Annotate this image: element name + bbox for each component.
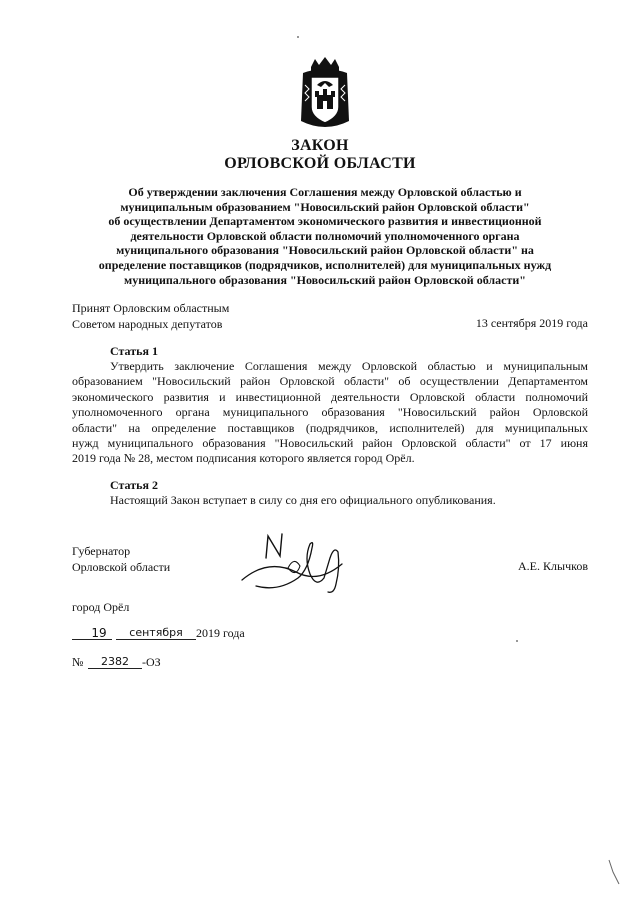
article-1-line: экономического развития и инвестиционной деятельности Орловской области полномочий	[72, 389, 588, 404]
scan-corner-mark	[605, 858, 625, 888]
subtitle-line: Об утверждении заключения Соглашения между Орловской областью и	[128, 185, 522, 199]
scan-speck	[516, 640, 518, 642]
adoption-line: Советом народных депутатов	[72, 317, 223, 331]
signatory-title	[72, 543, 170, 575]
orel-region-coat-of-arms-icon	[297, 55, 353, 131]
subtitle-line: об осуществлении Департаментом экономического развития и инвестиционной	[108, 214, 542, 229]
adoption-date: 13 сентября 2019 года	[475, 316, 588, 330]
signing-city: город Орёл	[72, 600, 130, 614]
signing-date	[72, 626, 292, 642]
subtitle-line: определение поставщиков (подрядчиков, исполнителей) для муниципальных нужд	[98, 257, 552, 272]
scan-speck	[297, 36, 299, 38]
article-1-text	[72, 359, 588, 467]
adoption-line: Принят Орловским областным	[72, 301, 230, 315]
signatory-title-line: Губернатор	[72, 544, 131, 558]
article-1-heading: Статья 1	[110, 344, 158, 358]
signing-year: 2019 года	[196, 626, 245, 640]
article-1-line: 2019 года № 28, местом подписания которого является город Орёл.	[72, 451, 415, 466]
law-number-value: 2382	[101, 655, 129, 668]
article-1-line: образованием "Новосильский район Орловской области" об осуществлении Департаментом	[72, 374, 588, 389]
article-2-heading: Статья 2	[110, 478, 158, 492]
region-title: ОРЛОВСКОЙ ОБЛАСТИ	[224, 155, 416, 172]
law-number	[72, 655, 272, 671]
article-1-line: Утвердить заключение Соглашения между Орловской областью и муниципальным	[110, 359, 588, 373]
article-1-line: нужд муниципального образования "Новосильский район Орловской области" от 17 июня	[72, 436, 588, 451]
article-2-text: Настоящий Закон вступает в силу со дня его официального опубликования.	[110, 493, 496, 507]
signatory-name: А.Е. Клычков	[518, 559, 588, 573]
document-type-title: ЗАКОН	[291, 137, 349, 154]
day-underline	[72, 639, 112, 640]
subtitle-line: муниципального образования "Новосильский район Орловской области"	[124, 272, 526, 287]
number-sign: №	[72, 655, 84, 669]
subtitle-line: муниципального образования "Новосильский район Орловской области" на	[116, 243, 534, 258]
subtitle-line: муниципальным образованием "Новосильский район Орловской области"	[120, 199, 530, 214]
adoption-body	[72, 300, 229, 332]
signatory-title-line: Орловской области	[72, 560, 171, 574]
month-underline	[116, 639, 196, 640]
signing-month: сентября	[129, 626, 183, 639]
article-1-line: уполномоченного органа муниципального образования "Новосильский район Орловской	[72, 405, 588, 420]
law-subject-heading	[85, 185, 565, 287]
signing-day: 19	[91, 626, 107, 640]
number-underline	[88, 668, 142, 669]
article-1-line: области" на определение поставщиков (подрядчиков, исполнителей) для муниципальных	[72, 420, 588, 435]
law-number-suffix: -ОЗ	[142, 655, 161, 669]
handwritten-signature-icon	[238, 528, 356, 598]
subtitle-line: деятельности Орловской области полномочий уполномоченного органа	[130, 228, 520, 243]
